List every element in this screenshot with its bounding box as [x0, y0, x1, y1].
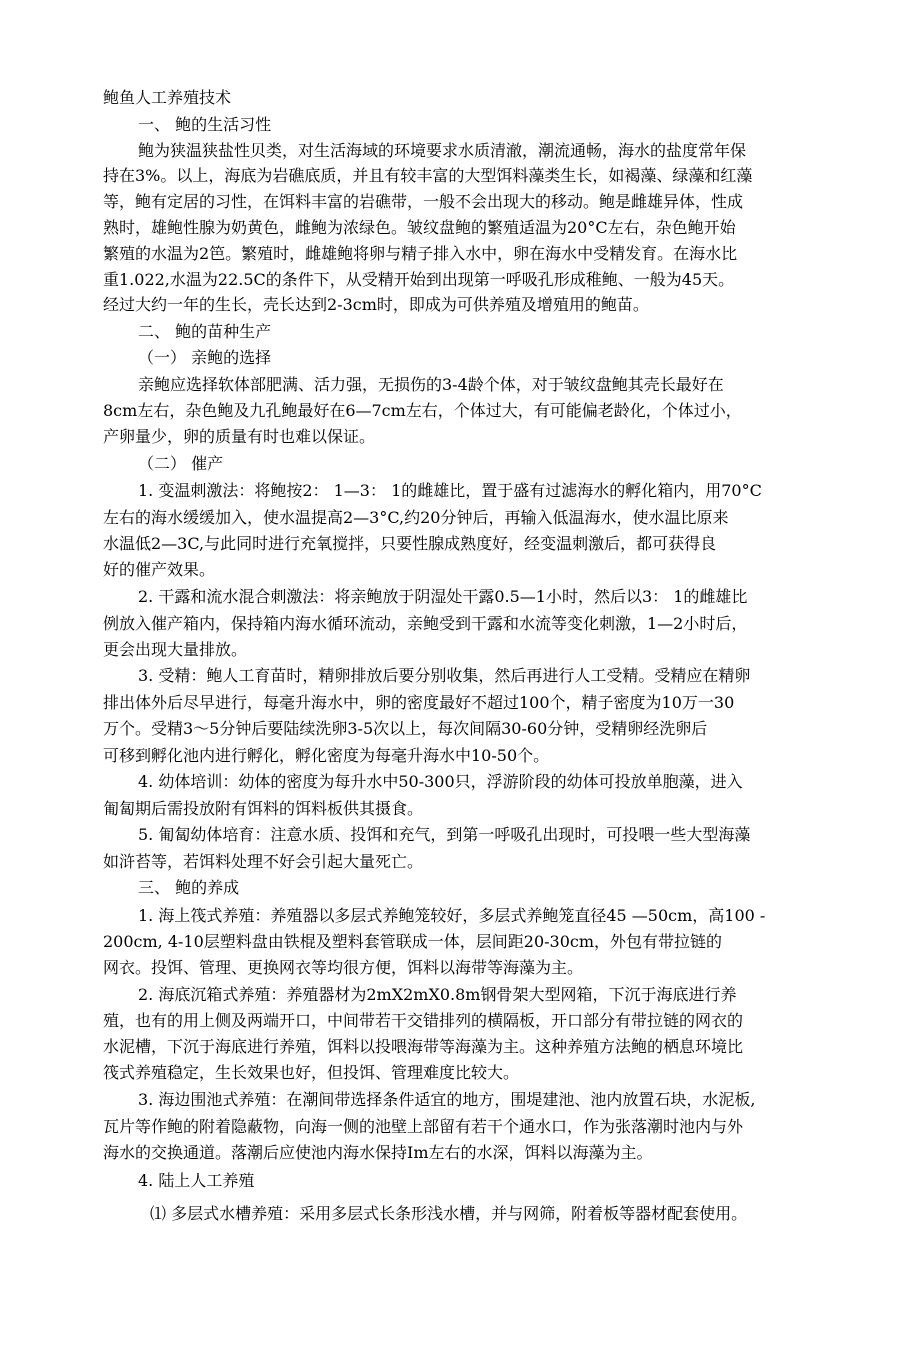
paragraph-line: 熟时，雄鲍性腺为奶黄色，雌鲍为浓绿色。皱纹盘鲍的繁殖适温为20°C左右，杂色鲍开始 — [103, 218, 736, 237]
paragraph-line: 亲鲍应选择软体部肥满、活力强，无损伤的3-4龄个体，对于皱纹盘鲍其壳长最好在 — [138, 375, 724, 394]
section-heading-2: 二、 鲍的苗种生产 — [138, 322, 272, 341]
paragraph-line: 3. 海边围池式养殖：在潮间带选择条件适宜的地方，围堤建池、池内放置石块，水泥板, — [138, 1090, 756, 1109]
paragraph-line: 匍匐期后需投放附有饵料的饵料板供其摄食。 — [103, 799, 424, 818]
paragraph-line: 例放入催产箱内，保持箱内海水循环流动，亲鲍受到干露和水流等变化刺激，1—2小时后， — [103, 614, 748, 633]
paragraph-line: 5. 匍匐幼体培育：注意水质、投饵和充气，到第一呼吸孔出现时，可投喂一些大型海藻 — [138, 825, 751, 844]
paragraph-line: 瓦片等作鲍的附着隐蔽物，向海一侧的池壁上部留有若干个通水口，作为张落潮时池内与外 — [103, 1117, 744, 1136]
paragraph-line: 可移到孵化池内进行孵化，孵化密度为每毫升海水中10-50个。 — [103, 746, 550, 765]
paragraph-line: 200cm, 4-10层塑料盘由铁棍及塑料套管联成一体，层间距20-30cm，外包有带拉链的 — [103, 932, 723, 951]
paragraph-line: 好的催产效果。 — [103, 560, 216, 579]
paragraph-line: 持在3%。以上，海底为岩礁底质，并且有较丰富的大型饵料藻类生长，如褐藻、绿藻和红藻 — [103, 166, 753, 185]
paragraph-line: 经过大约一年的生长，壳长达到2-3cm时，即成为可供养殖及增殖用的鲍苗。 — [103, 295, 649, 314]
paragraph-line: 3. 受精：鲍人工育苗时，精卵排放后要分别收集，然后再进行人工受精。受精应在精卵 — [138, 666, 751, 685]
paragraph-line: 产卵量少，卵的质量有时也难以保证。 — [103, 427, 376, 446]
paragraph-line: 1. 海上筏式养殖：养殖器以多层式养鲍笼较好，多层式养鲍笼直径45 —50cm，高100 - — [138, 906, 766, 925]
paragraph-line: 海水的交换通道。落潮后应使池内海水保持Im左右的水深，饵料以海藻为主。 — [103, 1143, 653, 1162]
paragraph-line: 等，鲍有定居的习性，在饵料丰富的岩礁带，一般不会出现大的移动。鲍是雌雄异体，性成 — [103, 192, 744, 211]
document-title: 鲍鱼人工养殖技术 — [103, 88, 232, 107]
paragraph-line: 繁殖的水温为2笆。繁殖时，雌雄鲍将卵与精子排入水中，卵在海水中受精发育。在海水比 — [103, 244, 738, 263]
paragraph-line: 水泥槽，下沉于海底进行养殖，饵料以投喂海带等海藻为主。这种养殖方法鲍的栖息环境比 — [103, 1037, 744, 1056]
paragraph-line: 8cm左右，杂色鲍及九孔鲍最好在6—7cm左右，个体过大，有可能偏老龄化，个体过小， — [103, 401, 742, 420]
paragraph-line: 1. 变温刺激法：将鲍按2： 1—3： 1的雌雄比，置于盛有过滤海水的孵化箱内，用70°C — [138, 481, 762, 500]
paragraph-line: 水温低2—3C,与此同时进行充氧搅拌，只要性腺成熟度好，经变温刺激后，都可获得良 — [103, 534, 717, 553]
section-heading-3: 三、 鲍的养成 — [138, 878, 240, 897]
paragraph-line: ⑴ 多层式水槽养殖：采用多层式长条形浅水槽，并与网筛，附着板等器材配套使用。 — [150, 1204, 748, 1223]
paragraph-line: 殖，也有的用上侧及两端开口，中间带若干交错排列的横隔板，开口部分有带拉链的网衣的 — [103, 1011, 744, 1030]
paragraph-line: 2. 干露和流水混合刺激法：将亲鲍放于阴湿处干露0.5—1小时，然后以3： 1的雌雄比 — [138, 587, 748, 606]
paragraph-line: 万个。受精3〜5分钟后要陆续洗卵3-5次以上，每次间隔30-60分钟，受精卵经洗卵后 — [103, 719, 708, 738]
paragraph-line: 重1.022,水温为22.5C的条件下，从受精开始到出现第一呼吸孔形成稚鲍、一般为45天。 — [103, 270, 735, 289]
paragraph-line: 排出体外后尽早进行，每毫升海水中，卵的密度最好不超过100个，精子密度为10万一30 — [103, 693, 735, 712]
paragraph-line: 筏式养殖稳定，生长效果也好，但投饵、管理难度比较大。 — [103, 1063, 520, 1082]
subsection-heading: （二） 催产 — [138, 454, 224, 473]
section-heading-1: 一、 鲍的生活习性 — [138, 115, 272, 134]
paragraph-line: 网衣。投饵、管理、更换网衣等均很方便，饵料以海带等海藻为主。 — [103, 958, 584, 977]
subsection-heading: （一） 亲鲍的选择 — [138, 348, 272, 367]
paragraph-line: 左右的海水缓缓加入，使水温提高2—3°C,约20分钟后，再输入低温海水，使水温比原来 — [103, 508, 729, 527]
paragraph-line: 4. 幼体培训：幼体的密度为每升水中50-300只，浮游阶段的幼体可投放单胞藻，进入 — [138, 772, 743, 791]
subsection-heading: 4. 陆上人工养殖 — [138, 1171, 255, 1190]
paragraph-line: 2. 海底沉箱式养殖：养殖器材为2mX2mX0.8m钢骨架大型网箱，下沉于海底进行养 — [138, 985, 737, 1004]
paragraph-line: 如浒苔等，若饵料处理不好会引起大量死亡。 — [103, 852, 424, 871]
paragraph-line: 更会出现大量排放。 — [103, 640, 248, 659]
paragraph-line: 鲍为狭温狭盐性贝类，对生活海域的环境要求水质清澈，潮流通畅，海水的盐度常年保 — [138, 141, 747, 160]
